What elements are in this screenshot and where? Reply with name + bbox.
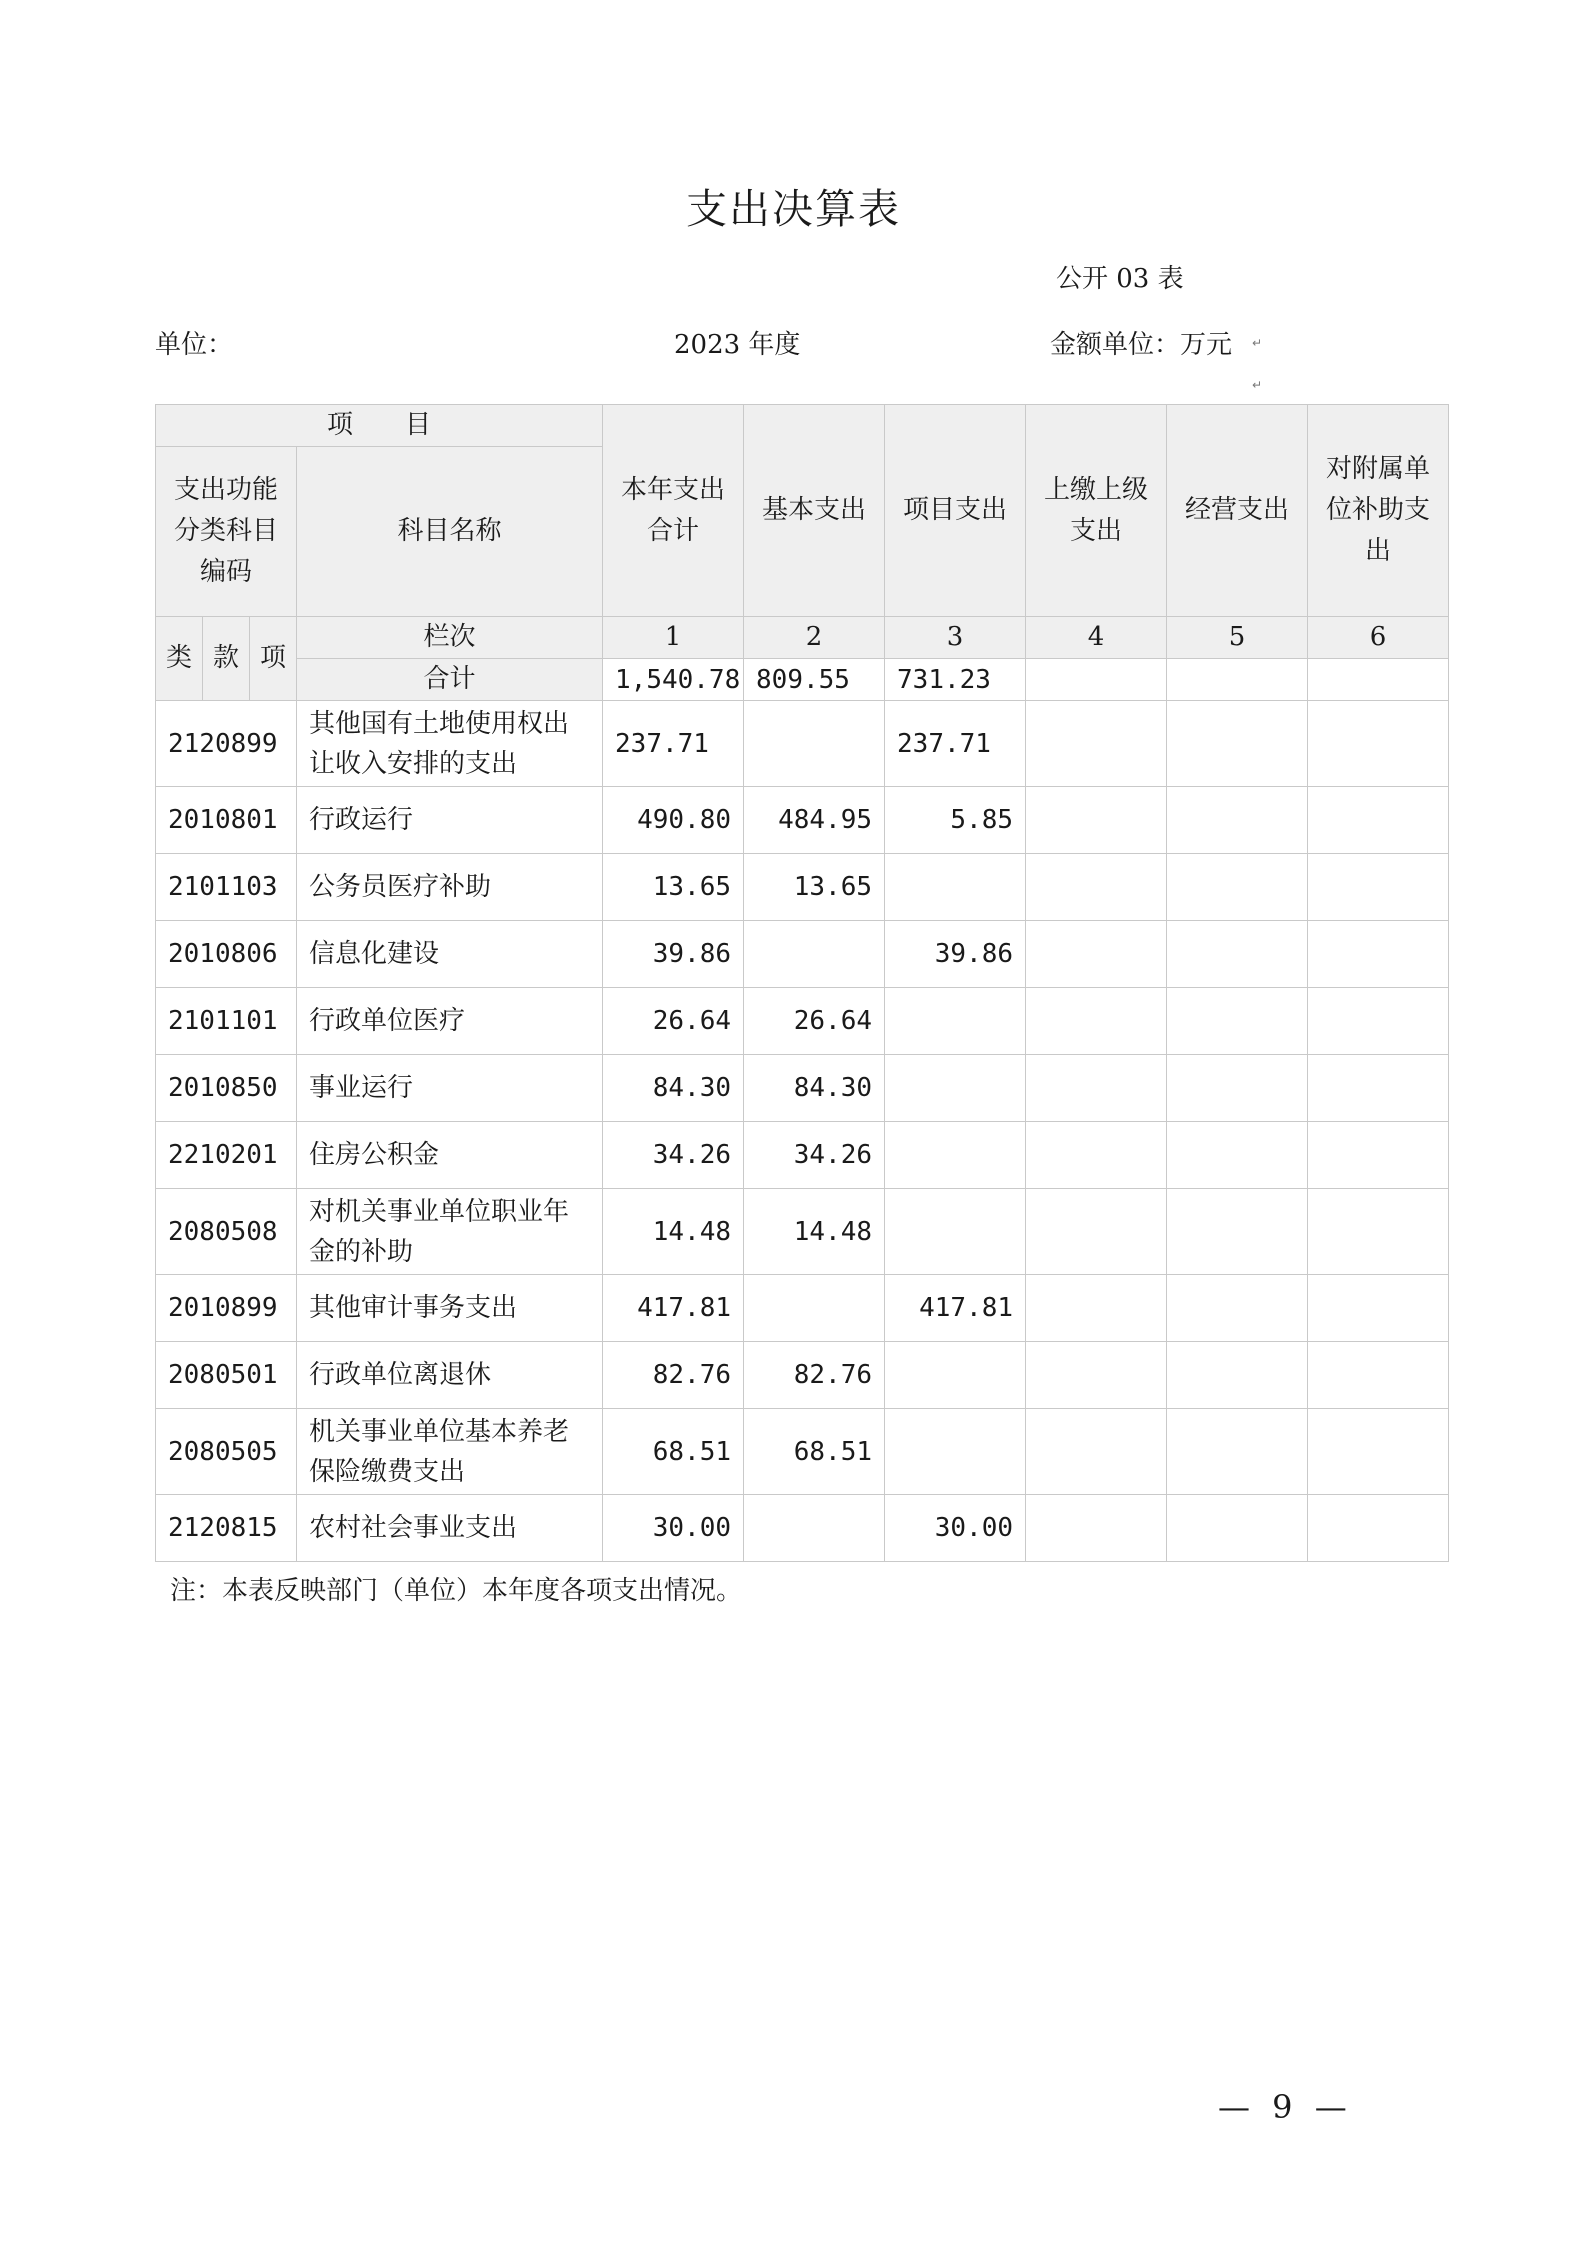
amount-cell-subsidy: [1308, 1189, 1449, 1275]
paragraph-mark-icon: ↵: [1252, 336, 1263, 350]
header-lei: 类: [156, 617, 203, 701]
amount-cell-project: [885, 988, 1026, 1055]
amount-cell-total: 82.76: [603, 1342, 744, 1409]
subject-name: 行政单位离退休: [297, 1342, 603, 1409]
form-code: 公开 03 表: [1056, 264, 1184, 294]
header-col-total: 本年支出合计: [603, 405, 744, 617]
subject-name: 机关事业单位基本养老保险缴费支出: [297, 1409, 603, 1495]
header-project: 项 目: [156, 405, 603, 447]
amount-unit-label: 金额单位：万元: [1050, 330, 1233, 360]
total-cell: [1167, 659, 1308, 701]
amount-cell-superior: [1026, 1189, 1167, 1275]
total-cell: [1308, 659, 1449, 701]
subject-name: 农村社会事业支出: [297, 1495, 603, 1562]
total-cell: 809.55: [744, 659, 885, 701]
amount-cell-subsidy: [1308, 1342, 1449, 1409]
amount-cell-project: [885, 1189, 1026, 1275]
amount-cell-business: [1167, 854, 1308, 921]
subject-code: 2210201: [156, 1122, 297, 1189]
header-col-business: 经营支出: [1167, 405, 1308, 617]
seq-cell: 4: [1026, 617, 1167, 659]
subject-code: 2080501: [156, 1342, 297, 1409]
subject-code: 2010806: [156, 921, 297, 988]
amount-cell-total: 39.86: [603, 921, 744, 988]
header-col-project: 项目支出: [885, 405, 1026, 617]
header-col-superior: 上缴上级支出: [1026, 405, 1167, 617]
total-label: 合计: [297, 659, 603, 701]
table-row: [156, 1342, 1449, 1409]
amount-cell-basic: 84.30: [744, 1055, 885, 1122]
table-row: [156, 988, 1449, 1055]
amount-cell-basic: [744, 1495, 885, 1562]
amount-cell-total: 68.51: [603, 1409, 744, 1495]
amount-cell-project: [885, 1409, 1026, 1495]
subject-code: 2010899: [156, 1275, 297, 1342]
subject-code: 2080508: [156, 1189, 297, 1275]
subject-code: 2120815: [156, 1495, 297, 1562]
amount-cell-subsidy: [1308, 1409, 1449, 1495]
subject-name: 信息化建设: [297, 921, 603, 988]
expense-table: [155, 404, 1449, 1562]
subject-code: 2101103: [156, 854, 297, 921]
amount-cell-subsidy: [1308, 1495, 1449, 1562]
header-kuan: 款: [203, 617, 250, 701]
total-cell: 731.23: [885, 659, 1026, 701]
subject-code: 2010801: [156, 787, 297, 854]
amount-cell-total: 14.48: [603, 1189, 744, 1275]
amount-cell-total: 34.26: [603, 1122, 744, 1189]
table-row: [156, 921, 1449, 988]
subject-code: 2101101: [156, 988, 297, 1055]
seq-cell: 3: [885, 617, 1026, 659]
subject-name: 行政单位医疗: [297, 988, 603, 1055]
amount-cell-business: [1167, 1189, 1308, 1275]
amount-cell-superior: [1026, 1342, 1167, 1409]
amount-cell-total: 417.81: [603, 1275, 744, 1342]
amount-cell-superior: [1026, 1275, 1167, 1342]
subject-name: 住房公积金: [297, 1122, 603, 1189]
amount-cell-basic: [744, 1275, 885, 1342]
amount-cell-total: 13.65: [603, 854, 744, 921]
amount-cell-superior: [1026, 787, 1167, 854]
paragraph-mark-icon: ↵: [1252, 378, 1263, 392]
unit-label: 单位：: [155, 330, 234, 360]
amount-cell-business: [1167, 921, 1308, 988]
amount-cell-subsidy: [1308, 1055, 1449, 1122]
amount-cell-project: [885, 1122, 1026, 1189]
amount-cell-basic: 14.48: [744, 1189, 885, 1275]
amount-cell-subsidy: [1308, 921, 1449, 988]
subject-name: 对机关事业单位职业年金的补助: [297, 1189, 603, 1275]
amount-cell-subsidy: [1308, 787, 1449, 854]
total-cell: 1,540.78: [603, 659, 744, 701]
amount-cell-business: [1167, 1342, 1308, 1409]
amount-cell-project: 237.71: [885, 701, 1026, 787]
table-row: [156, 1409, 1449, 1495]
amount-cell-superior: [1026, 1122, 1167, 1189]
amount-cell-subsidy: [1308, 988, 1449, 1055]
table-row: [156, 1122, 1449, 1189]
year-label: 2023 年度: [674, 330, 801, 360]
amount-cell-project: [885, 854, 1026, 921]
amount-cell-total: 26.64: [603, 988, 744, 1055]
table-row: [156, 787, 1449, 854]
header-col-basic: 基本支出: [744, 405, 885, 617]
table-row: [156, 1189, 1449, 1275]
subject-name: 公务员医疗补助: [297, 854, 603, 921]
amount-cell-business: [1167, 1055, 1308, 1122]
amount-cell-superior: [1026, 921, 1167, 988]
amount-cell-subsidy: [1308, 1275, 1449, 1342]
amount-cell-superior: [1026, 1409, 1167, 1495]
amount-cell-total: 84.30: [603, 1055, 744, 1122]
page-number: — 9 —: [1218, 2088, 1353, 2126]
amount-cell-total: 490.80: [603, 787, 744, 854]
amount-cell-basic: 26.64: [744, 988, 885, 1055]
amount-cell-project: 39.86: [885, 921, 1026, 988]
header-subject-name: 科目名称: [297, 447, 603, 617]
subject-code: 2080505: [156, 1409, 297, 1495]
table-row: [156, 1055, 1449, 1122]
amount-cell-subsidy: [1308, 854, 1449, 921]
amount-cell-basic: 13.65: [744, 854, 885, 921]
header-row-seq: 栏次: [297, 617, 603, 659]
amount-cell-superior: [1026, 1495, 1167, 1562]
subject-code: 2010850: [156, 1055, 297, 1122]
amount-cell-project: 5.85: [885, 787, 1026, 854]
subject-name: 事业运行: [297, 1055, 603, 1122]
subject-name: 其他审计事务支出: [297, 1275, 603, 1342]
amount-cell-project: [885, 1055, 1026, 1122]
amount-cell-total: 237.71: [603, 701, 744, 787]
amount-cell-business: [1167, 787, 1308, 854]
amount-cell-total: 30.00: [603, 1495, 744, 1562]
amount-cell-business: [1167, 701, 1308, 787]
amount-cell-business: [1167, 1275, 1308, 1342]
amount-cell-business: [1167, 988, 1308, 1055]
amount-cell-superior: [1026, 854, 1167, 921]
amount-cell-superior: [1026, 1055, 1167, 1122]
amount-cell-business: [1167, 1409, 1308, 1495]
table-note: 注：本表反映部门（单位）本年度各项支出情况。: [170, 1576, 743, 1606]
table-row: [156, 1275, 1449, 1342]
amount-cell-business: [1167, 1495, 1308, 1562]
amount-cell-subsidy: [1308, 701, 1449, 787]
seq-cell: 1: [603, 617, 744, 659]
amount-cell-business: [1167, 1122, 1308, 1189]
amount-cell-basic: [744, 921, 885, 988]
header-xiang: 项: [250, 617, 297, 701]
subject-name: 行政运行: [297, 787, 603, 854]
page-title: 支出决算表: [686, 185, 901, 233]
amount-cell-basic: 484.95: [744, 787, 885, 854]
total-cell: [1026, 659, 1167, 701]
amount-cell-project: 417.81: [885, 1275, 1026, 1342]
amount-cell-subsidy: [1308, 1122, 1449, 1189]
header-func-code: 支出功能分类科目编码: [156, 447, 297, 617]
amount-cell-basic: 68.51: [744, 1409, 885, 1495]
amount-cell-project: [885, 1342, 1026, 1409]
table-row: [156, 854, 1449, 921]
amount-cell-basic: 34.26: [744, 1122, 885, 1189]
amount-cell-superior: [1026, 701, 1167, 787]
seq-cell: 5: [1167, 617, 1308, 659]
amount-cell-basic: 82.76: [744, 1342, 885, 1409]
table-row: [156, 1495, 1449, 1562]
table-row: [156, 701, 1449, 787]
amount-cell-project: 30.00: [885, 1495, 1026, 1562]
subject-name: 其他国有土地使用权出让收入安排的支出: [297, 701, 603, 787]
subject-code: 2120899: [156, 701, 297, 787]
header-col-subsidy: 对附属单位补助支出: [1308, 405, 1449, 617]
seq-cell: 6: [1308, 617, 1449, 659]
amount-cell-superior: [1026, 988, 1167, 1055]
amount-cell-basic: [744, 701, 885, 787]
seq-cell: 2: [744, 617, 885, 659]
